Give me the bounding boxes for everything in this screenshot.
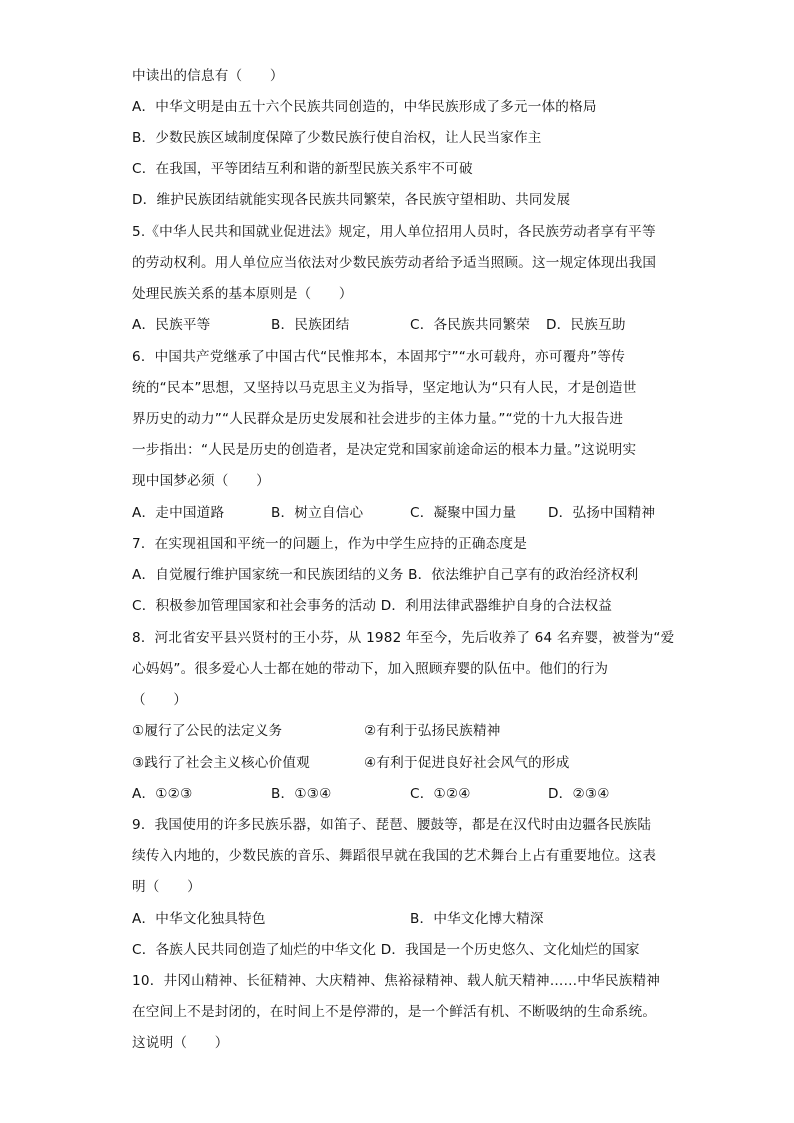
q6-option-b: B．树立自信心 — [271, 505, 364, 521]
q8-option-c: C．①②④ — [410, 786, 471, 802]
q8-option-a: A．①②③ — [132, 786, 193, 802]
q10-stem-1: 10．井冈山精神、长征精神、大庆精神、焦裕禄精神、载人航天精神……中华民族精神 — [132, 973, 661, 989]
q4-option-a: A．中华文明是由五十六个民族共同创造的，中华民族形成了多元一体的格局 — [132, 99, 597, 115]
q5-option-a: A．民族平等 — [132, 317, 211, 333]
q5-option-d: D．民族互助 — [546, 317, 626, 333]
q6-option-d: D．弘扬中国精神 — [548, 505, 656, 521]
q8-statement-1: ①履行了公民的法定义务 — [132, 723, 283, 739]
q4-tail: 中读出的信息有（ ） — [132, 68, 284, 84]
q9-stem-1: 9．我国使用的许多民族乐器，如笛子、琵琶、腰鼓等，都是在汉代时由边疆各民族陆 — [132, 817, 652, 833]
q9-option-b: B．中华文化博大精深 — [410, 911, 544, 927]
q6-option-c: C．凝聚中国力量 — [410, 505, 517, 521]
q9-option-a: A．中华文化独具特色 — [132, 911, 266, 927]
q10-stem-3: 这说明（ ） — [132, 1035, 229, 1051]
q8-statement-3: ③践行了社会主义核心价值观 — [132, 755, 310, 771]
q6-option-a: A．走中国道路 — [132, 505, 225, 521]
q5-option-c: C．各民族共同繁荣 — [410, 317, 531, 333]
q9-options-cd: C．各族人民共同创造了灿烂的中华文化 D．我国是一个历史悠久、文化灿烂的国家 — [132, 942, 640, 958]
q4-option-b: B．少数民族区域制度保障了少数民族行使自治权，让人民当家作主 — [132, 130, 542, 146]
q6-stem-1: 6．中国共产党继承了中国古代“民惟邦本，本固邦宁”“水可载舟，亦可覆舟”等传 — [132, 349, 626, 365]
q10-stem-2: 在空间上不是封闭的，在时间上不是停滞的，是一个鲜活有机、不断吸纳的生命系统。 — [132, 1004, 657, 1020]
q8-stem-3: （ ） — [132, 692, 188, 708]
q9-stem-2: 续传入内地的，少数民族的音乐、舞蹈很早就在我国的艺术舞台上占有重要地位。这表 — [132, 848, 657, 864]
q6-stem-4: 一步指出：“人民是历史的创造者，是决定党和国家前途命运的根本力量。”这说明实 — [132, 442, 637, 458]
q4-option-c: C．在我国，平等团结互利和谐的新型民族关系牢不可破 — [132, 161, 473, 177]
q4-option-d: D．维护民族团结就能实现各民族共同繁荣，各民族守望相助、共同发展 — [132, 192, 571, 208]
q8-stem-1: 8．河北省安平县兴贤村的王小芬，从 1982 年至今，先后收养了 64 名弃婴，被誉为“爱 — [132, 630, 675, 646]
q5-stem-2: 的劳动权利。用人单位应当依法对少数民族劳动者给予适当照顾。这一规定体现出我国 — [132, 255, 657, 271]
q8-statement-2: ②有利于弘扬民族精神 — [364, 723, 501, 739]
q6-stem-5: 现中国梦必须（ ） — [132, 473, 270, 489]
q5-option-b: B．民族团结 — [271, 317, 350, 333]
q8-option-b: B．①③④ — [271, 786, 332, 802]
q7-options-cd: C．积极参加管理国家和社会事务的活动 D．利用法律武器维护自身的合法权益 — [132, 598, 613, 614]
q7-options-ab: A．自觉履行维护国家统一和民族团结的义务 B．依法维护自己享有的政治经济权利 — [132, 567, 639, 583]
q5-stem-1: 5.《中华人民共和国就业促进法》规定，用人单位招用人员时，各民族劳动者享有平等 — [132, 224, 656, 240]
q6-stem-3: 界历史的动力”“人民群众是历史发展和社会进步的主体力量。”“党的十九大报告进 — [132, 411, 624, 427]
q8-option-d: D．②③④ — [548, 786, 610, 802]
q7-stem: 7．在实现祖国和平统一的问题上，作为中学生应持的正确态度是 — [132, 536, 528, 552]
q8-stem-2: 心妈妈”。很多爱心人士都在她的带动下，加入照顾弃婴的队伍中。他们的行为 — [132, 661, 609, 677]
q9-stem-3: 明（ ） — [132, 879, 201, 895]
q5-stem-3: 处理民族关系的基本原则是（ ） — [132, 286, 353, 302]
q6-stem-2: 统的“民本”思想，又坚持以马克思主义为指导，坚定地认为“只有人民，才是创造世 — [132, 380, 637, 396]
q8-statement-4: ④有利于促进良好社会风气的形成 — [364, 755, 570, 771]
